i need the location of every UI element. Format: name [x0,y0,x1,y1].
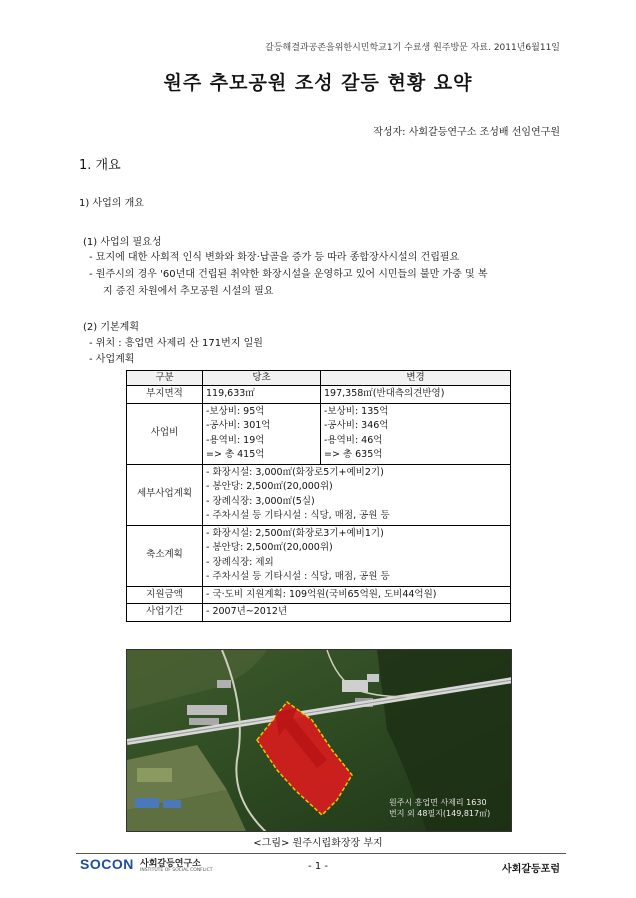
document-title: 원주 추모공원 조성 갈등 현황 요약 [163,72,473,94]
cell-line: -보상비: 95억 [206,405,265,417]
cell-line: -용역비: 19억 [206,434,265,446]
footer-divider [76,853,566,854]
cell-line: - 주차시설 등 기타시설 : 식당, 매점, 공원 등 [206,571,390,582]
table-row [127,386,511,404]
table-cell: 197,358㎡(반대측의견반영) [321,386,511,404]
cell-line: - 화장시설: 2,500㎡(화장로3기+예비1기) [206,527,384,539]
table-cell [203,464,511,525]
cell-line: - 장례식장: 3,000㎡(5실) [206,495,315,507]
project-plan-table [126,370,511,622]
row-label: 사업비 [127,403,203,464]
plan-label: - 사업계획 [89,354,135,365]
table-cell: - 2007년~2012년 [203,604,511,622]
row-label: 축소계획 [127,525,203,586]
cell-line: => 총 635억 [324,449,383,460]
forum-label: 사회갈등포럼 [502,864,560,875]
row-label: 부지면적 [127,386,203,404]
logo-english: INSTITUTE OF SOCIAL CONFLICT [140,868,213,873]
location-line: - 위치 : 흥업면 사제리 산 171번지 일원 [89,338,263,349]
cell-line: - 장례식장: 제외 [206,556,274,568]
cell-line: -공사비: 346억 [324,420,389,431]
table-row [127,525,511,586]
table-cell: - 국·도비 지원계획: 109억원(국비65억원, 도비44억원) [203,586,511,604]
table-row [127,403,511,464]
logo-wordmark: SOCON [80,856,134,872]
need-line-1: - 묘지에 대한 사회적 인식 변화와 화장·납골을 증가 등 따라 종합장사시설의 건립필요 [89,252,460,263]
table-cell: 119,633㎡ [203,386,321,404]
cell-line: - 봉안당: 2,500㎡(20,000위) [206,542,333,553]
need-line-3: 지 증진 차원에서 추모공원 시설의 필요 [103,286,274,297]
need-heading: (1) 사업의 필요성 [83,237,162,248]
basic-plan-heading: (2) 기본계획 [83,322,139,333]
cell-line: - 주차시설 등 기타시설 : 식당, 매점, 공원 등 [206,510,390,521]
figure-caption: <그림> 원주시립화장장 부지 [253,838,383,849]
need-line-2: - 원주시의 경우 '60년대 건립된 취약한 화장시설을 운영하고 있어 시민들의 불만 가중 및 복 [89,269,488,280]
table-row [127,464,511,525]
author-line: 작성자: 사회갈등연구소 조성배 선임연구원 [373,127,560,138]
page-number: - 1 - [308,861,328,872]
cell-line: -용역비: 46억 [324,434,383,446]
table-header-row [127,371,511,386]
cell-line: -공사비: 301억 [206,420,271,431]
cell-line: -보상비: 135억 [324,405,389,417]
cell-line: - 화장시설: 3,000㎡(화장로5기+예비2기) [206,466,384,478]
photo-overlay-line-1: 원주시 흥업면 사제리 1630 [389,798,487,807]
table-row [127,604,511,622]
subsection-heading: 1) 사업의 개요 [79,198,144,209]
table-cell [203,525,511,586]
cell-line: => 총 415억 [206,449,265,460]
logo-korean: 사회갈등연구소 [140,859,201,869]
table-header-cell: 구분 [127,371,203,386]
cell-line: - 봉안당: 2,500㎡(20,000위) [206,481,333,492]
table-header-cell: 변경 [321,371,511,386]
table-header-cell: 당초 [203,371,321,386]
aerial-photo-graphic [127,650,512,832]
table-cell [203,403,321,464]
photo-overlay-line-2: 번지 외 48필지(149,817㎡) [389,809,491,818]
row-label: 지원금액 [127,586,203,604]
table-cell [321,403,511,464]
row-label: 세부사업계획 [127,464,203,525]
aerial-site-photo [126,649,512,832]
document-header: 갈등해결과공존을위한시민학교1기 수료생 원주방문 자료. 2011년6월11일 [265,43,560,53]
table-row [127,586,511,604]
row-label: 사업기간 [127,604,203,622]
section-heading: 1. 개요 [79,158,121,173]
